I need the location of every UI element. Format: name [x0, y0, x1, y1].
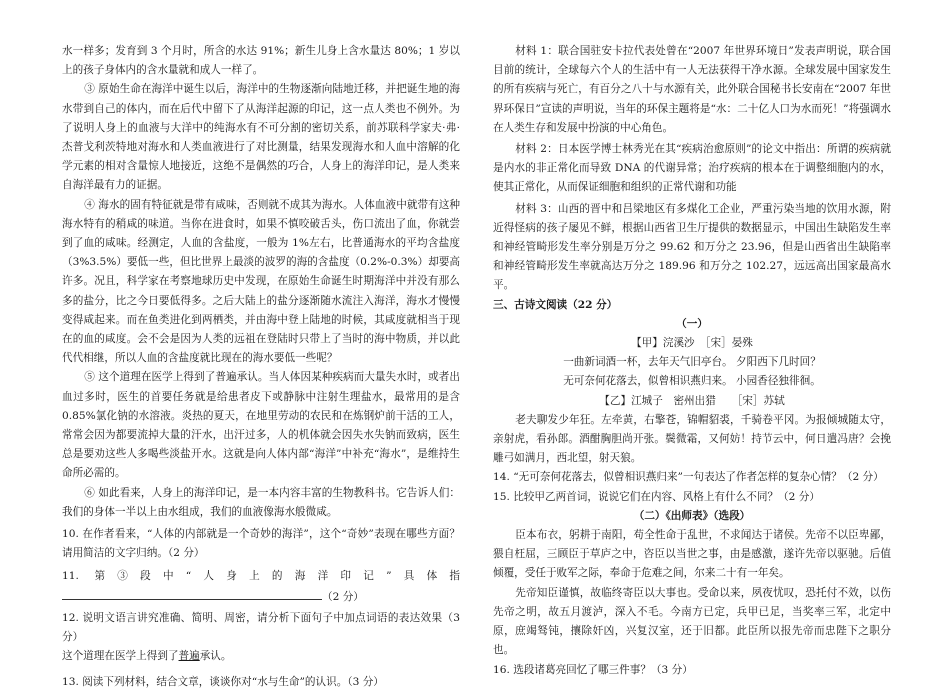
question-11-text: 11. 第③段中“人身上的海洋印记”具体指 — [62, 570, 460, 583]
poem-1-line-2: 无可奈何花落去，似曾相识燕归来。 小园香径独徘徊。 — [563, 375, 821, 388]
sentence-post: 承认。 — [199, 650, 232, 663]
question-11 — [62, 567, 460, 606]
material-1: 材料 1：联合国驻安卡拉代表处曾在“2007 年世界环境日”发表声明说，联合国目前的统计，全球每六个人的生活中有一人无法获得干净水源。全球发展中国家发生的所有疾病与死亡，有百分之八十与水源有关，此外联合国秘书长安南在“2007 年世界环保日”宣读的声明说，当年的环保主题将是“水：二十亿人口为水而死！”将强调水在人类生存和发展中扮演的中心角色。 — [493, 45, 891, 134]
question-13: 13. 阅读下列材料，结合文章，谈谈你对“水与生命”的认识。（3 分） — [62, 675, 384, 688]
right-column — [493, 42, 891, 680]
classical-paragraph-1: 臣本布衣，躬耕于南阳，苟全性命于乱世，不求闻达于诸侯。先帝不以臣卑鄙，猥自枉屈，三顾臣于草庐之中，咨臣以当世之事，由是感激，遂许先帝以驱驰。后值倾覆，受任于败军之际，奉命于危难之间，尔来二十有一年矣。 — [493, 529, 891, 580]
question-12: 12. 说明文语言讲究准确、简明、周密，请分析下面句子中加点词语的表达效果（3 分） — [62, 611, 460, 644]
poem-1-title: 【甲】浣溪沙 ［宋］晏殊 — [631, 337, 753, 350]
section-3-heading: 三、古诗文阅读（22 分） — [493, 298, 618, 311]
question-12-sentence — [62, 647, 460, 666]
dotted-word: 普遍 — [178, 650, 200, 663]
subsection-2-heading: （二）《出师表》（选段） — [633, 509, 751, 522]
left-column — [62, 42, 460, 692]
classical-paragraph-2: 先帝知臣谨慎，故临终寄臣以大事也。受命以来，夙夜忧叹，恐托付不效，以伤先帝之明，故五月渡泸，深入不毛。今南方已定，兵甲已足，当奖率三军，北定中原，庶竭驽钝，攘除奸凶，兴复汉室，还于旧都。此臣所以报先帝而忠陛下之职分也。 — [493, 586, 891, 657]
question-14: 14. “无可奈何花落去，似曾相识燕归来”一句表达了作者怎样的复杂心情？（2 分） — [493, 471, 884, 484]
paragraph-4: ④ 海水的固有特征就是带有咸味，否则就不成其为海水。人体血液中就带有这种海水特有的稍咸的味道。当你在进食时，如果不慎咬破舌头，伤口流出了血，你就尝到了血的咸味。经测定，人血的含盐度，一般为 1%左右，比普通海水的平均含盐度（3%3.5%）要低一些，但比世界上最淡的波罗的海的含盐度（0.2%-0.3%）却要高许多。况且，科学家在考察地球历史中发现，在原始生命诞生时期海洋中并没有那么多的盐分，比之今日要低得多。之后大陆上的盐分逐渐随水流注入海洋，海水才慢慢变得咸起来。而在鱼类进化到两栖类，并由海中登上陆地的时候，其咸度就相当于现在的血的咸度。会不会是因为人类的远祖在登陆时只带上了当时的海中物质，并以此代代相继，所以人血的含盐度就比现在的海水要低一些呢？ — [62, 198, 460, 365]
paragraph-6: ⑥ 如此看来，人身上的海洋印记，是一本内容丰富的生物教科书。它告诉人们：我们的身体一半以上由水组成，我们的血液像海水般微咸。 — [62, 486, 460, 518]
subsection-1-heading: （一） — [676, 317, 708, 330]
material-3: 材料 3：山西的晋中和吕梁地区有多煤化工企业，严重污染当地的饮用水源，附近得怪病的孩子屡见不鲜，根据山西省卫生厅提供的数据显示，中国出生缺陷发生率和神经管畸形发生率分别是万分之 99.62 和万分之 23.96，但是山西省出生缺陷率和神经管畸形发生率就高达万分之 189.96 和万分之 102.27，远远高出国家最高水平。 — [493, 202, 891, 292]
paragraph-5: ⑤ 这个道理在医学上得到了普遍承认。当人体因某种疾病而大量失水时，或者出血过多时，医生的首要任务就是给患者皮下或静脉中注射生理盐水，最常用的是含 0.85%氯化钠的水溶液。炎热的夏天，在地里劳动的农民和在炼钢炉前干活的工人，常常会因为都要流掉大量的汗水，出汗过多，人的机体就会因失水失钠而致病，医生总是要劝这些人多喝些淡盐开水。这就是向人体内部“海洋”中补充“海水”，是维持生命所必需的。 — [62, 371, 460, 480]
poem-1-line-1: 一曲新词酒一杯，去年天气旧亭台。 夕阳西下几时回？ — [563, 356, 821, 369]
sentence-pre: 这个道理在医学上得到了 — [62, 650, 179, 663]
question-10: 10. 在作者看来，“人体的内部就是一个奇妙的海洋”，这个“奇妙”表现在哪些方面？请用简洁的文字归纳。（2 分） — [62, 528, 460, 560]
paragraph-2-tail: 水一样多；发育到 3 个月时，所含的水达 91%；新生儿身上含水量达 80%；1 岁以上的孩子身体内的含水量就和成人一样了。 — [62, 45, 460, 77]
answer-blank — [62, 587, 322, 600]
poem-2-title: 【乙】江城子 密州出猎 ［宋］苏轼 — [599, 394, 785, 407]
material-2: 材料 2：日本医学博士林秀光在其“疾病治愈原则”的论文中指出：所谓的疾病就是内水的非正常化而导致 DNA 的代谢异常；治疗疾病的根本在于调整细胞内的水，使其正常化，从而保证细胞和组织的正常代谢和功能 — [493, 143, 891, 194]
question-15: 15. 比较甲乙两首词，说说它们在内容、风格上有什么不同？（2 分） — [493, 490, 820, 503]
question-16: 16. 选段诸葛亮回忆了哪三件事？（3 分） — [493, 663, 693, 676]
poem-2-text: 老夫聊发少年狂。左牵黄，右擎苍，锦帽貂裘，千骑卷平冈。为报倾城随太守，亲射虎，看孙郎。酒酣胸胆尚开张。鬓微霜，又何妨！持节云中，何日遣冯唐？会挽雕弓如满月，西北望，射天狼。 — [493, 413, 891, 465]
question-11-score: （2 分） — [322, 590, 364, 603]
paragraph-3: ③ 原始生命在海洋中诞生以后，海洋中的生物逐渐向陆地迁移，并把诞生地的海水带到自己的体内，而在后代中留下了从海洋起源的印记，这一点人类也不例外。为了说明人身上的血液与大洋中的纯海水有不可分割的密切关系，前苏联科学家夫·弗·杰普戈利茨特地对海水和人类血液进行了对比测量，结果发现海水和人血中溶解的化学元素的相对含量惊人地接近，这绝不是偶然的巧合，人身上的海洋印记，是人类来自海洋最有力的证据。 — [62, 83, 460, 192]
